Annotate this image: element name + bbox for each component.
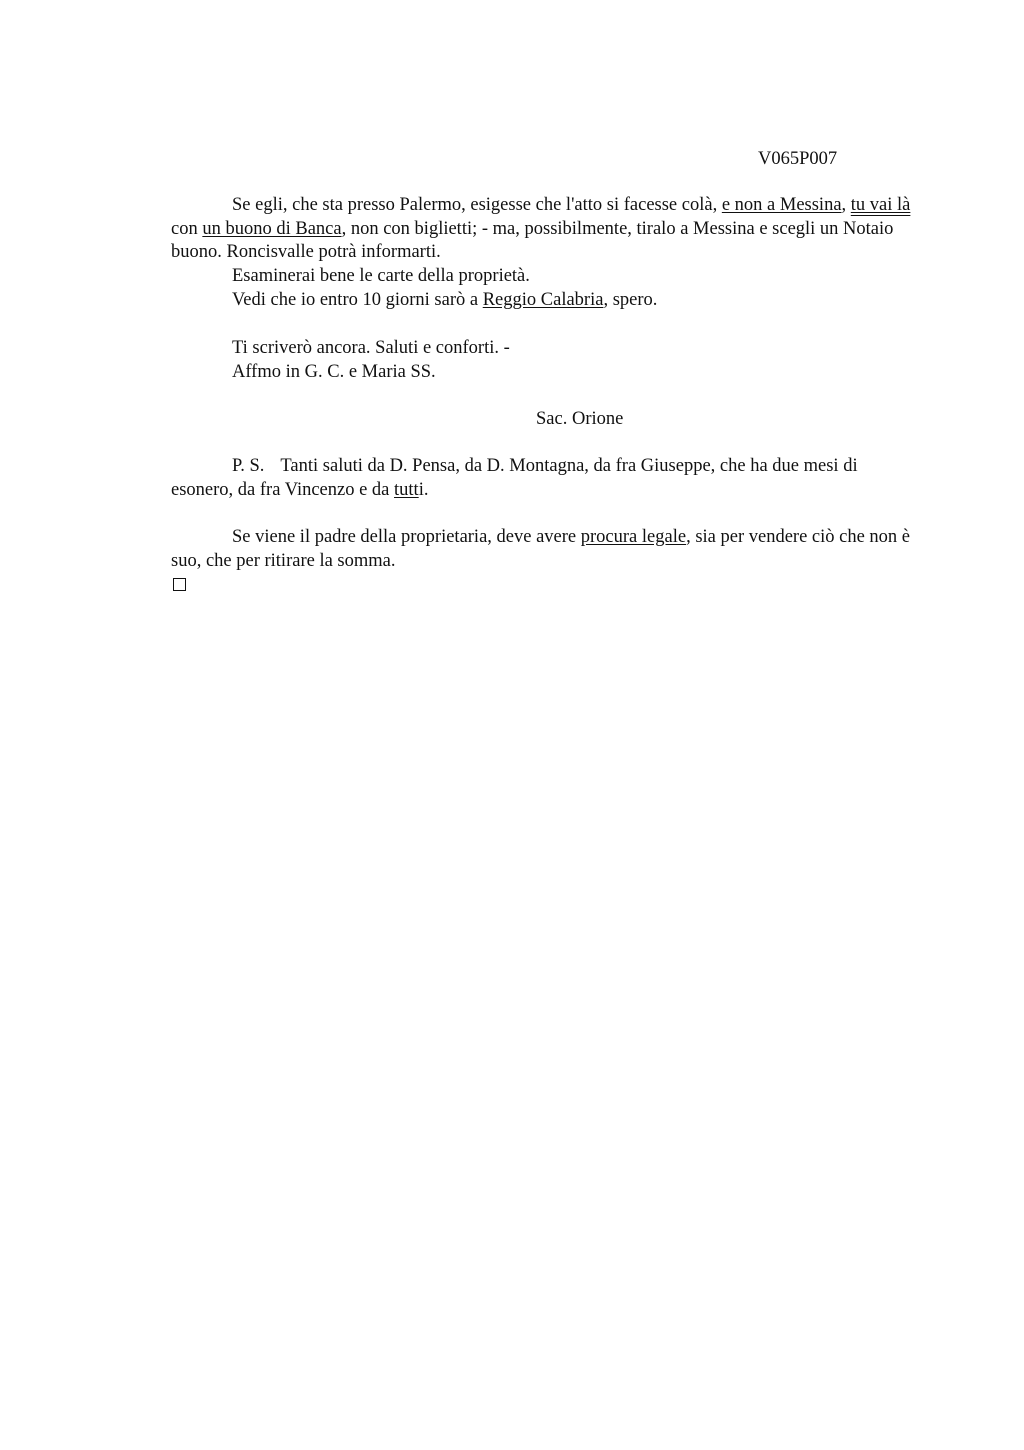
text: , sia per vendere ciò che non è suo, che per ritirare la somma. [171,527,911,571]
text: Vedi che io entro 10 giorni sarò a [232,290,483,310]
line-affmo: Affmo in G. C. e Maria SS. [232,362,436,382]
signature: Sac. Orione [536,409,624,429]
underlined-text: Reggio Calabria [482,290,604,310]
text: i. [418,479,429,500]
paragraph-padre [171,526,919,573]
page-reference: V065P007 [758,149,838,169]
text: , spero. [603,290,658,310]
double-underlined-text: tu vai là [850,195,911,215]
text: Se egli, che sta presso Palermo, esigesse che l'atto si facesse colà, [232,195,722,215]
empty-square-icon [173,578,186,591]
underlined-text: un buono di Banca [202,218,342,239]
postscript [171,455,919,502]
line-scrivero: Ti scriverò ancora. Saluti e conforti. - [232,338,510,358]
text: , [841,195,851,215]
text: con [171,218,203,239]
underlined-text: procura legale [580,527,687,547]
underlined-text: tutt [394,479,419,500]
text: , non con biglietti; - ma, possibilmente, tiralo a Messina e scegli un Notaio buono. Roncisvalle potrà informarti. [171,218,894,262]
underlined-text: e non a Messina [721,195,842,215]
text: Tanti saluti da D. Pensa, da D. Montagna, da fra Giuseppe, che ha due mesi di esonero, da fra Vincenzo e da [171,456,858,500]
ps-label: P. S. [232,456,265,476]
paragraph-atto [171,194,919,265]
line-carte: Esaminerai bene le carte della proprietà. [232,266,530,286]
text: Se viene il padre della proprietaria, deve avere [232,527,581,547]
line-vedi [232,290,657,311]
